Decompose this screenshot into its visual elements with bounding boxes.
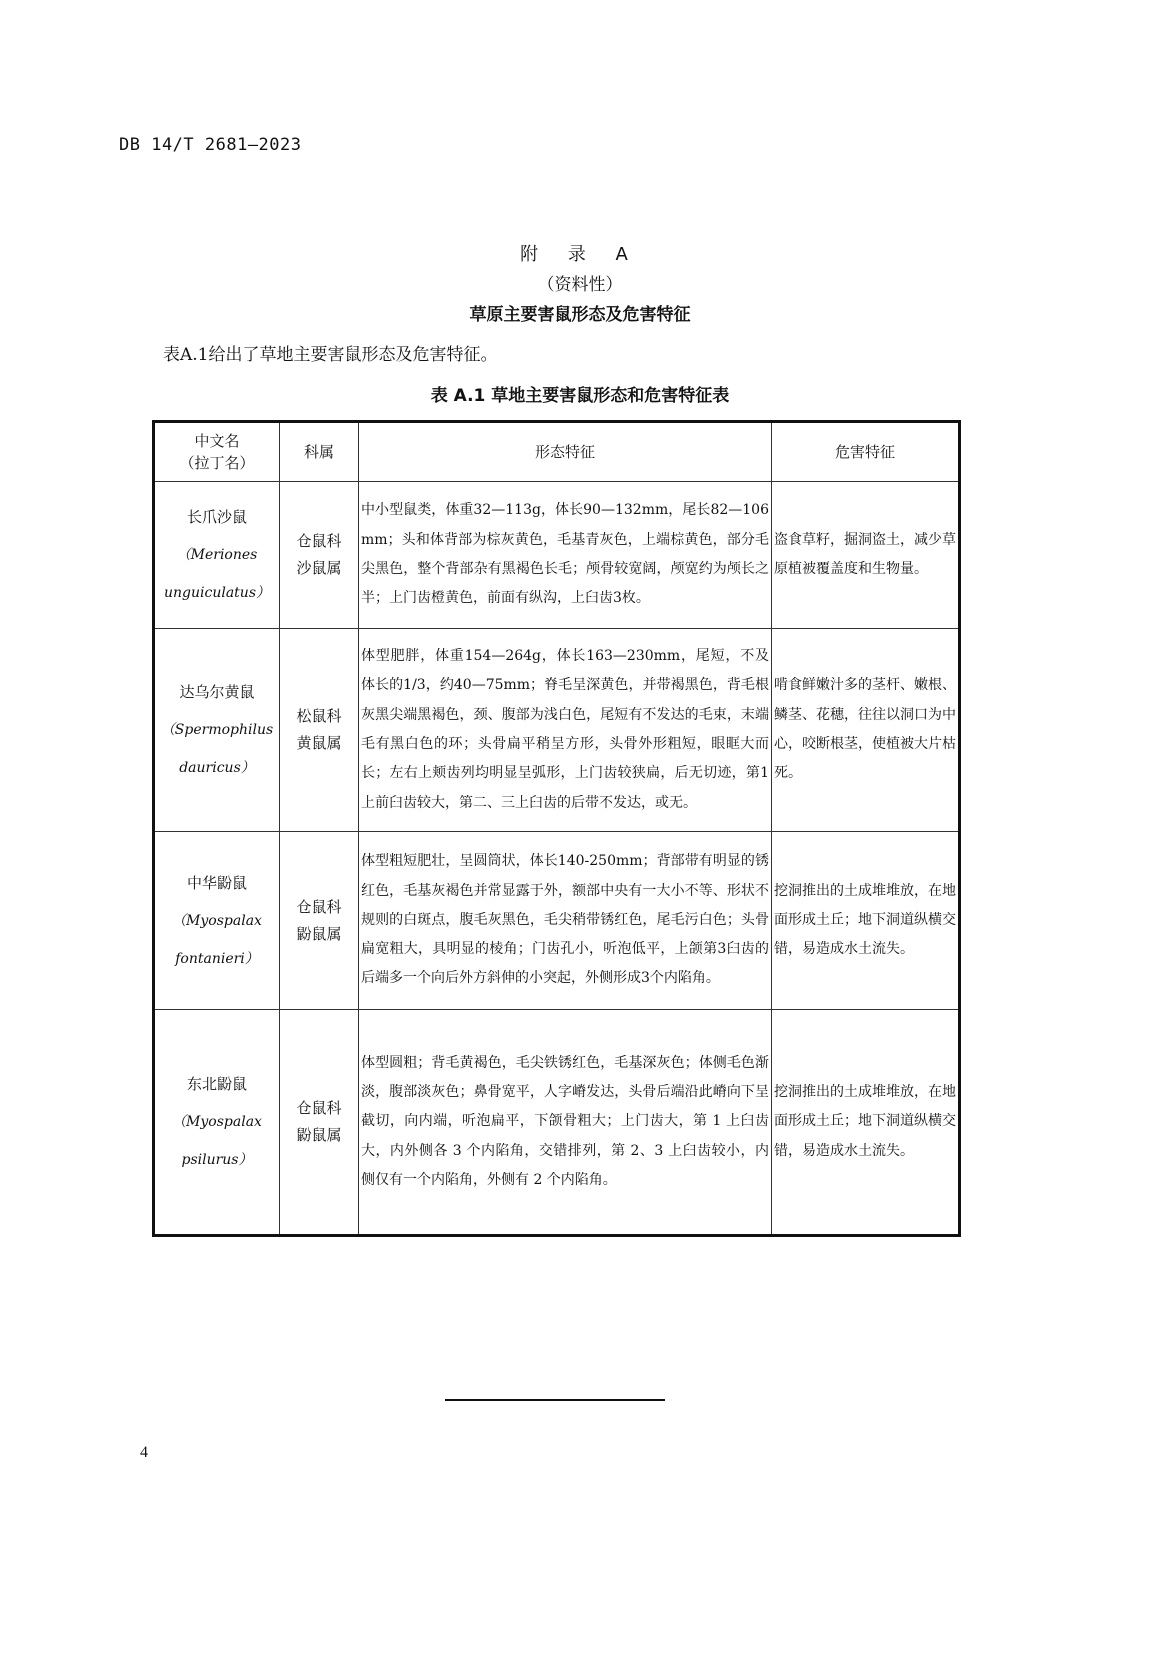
cell-harm: 盗食草籽，掘洞盗土，减少草原植被覆盖度和生物量。	[772, 482, 960, 629]
cell-family	[280, 832, 359, 1010]
footer-rule	[445, 1399, 665, 1401]
latin-name-2: psilurus）	[181, 1152, 253, 1168]
cell-morphology: 中小型鼠类，体重32—113g，体长90—132mm，尾长82—106 mm；头和体背部为棕灰黄色，毛基青灰色，上端棕黄色，部分毛尖黑色，整个背部杂有黑褐色长毛；颅骨较宽阔，颅宽约为颅长之半；上门齿橙黄色，前面有纵沟，上臼齿3枚。	[359, 482, 772, 629]
header-name-cn: 中文名	[194, 432, 240, 450]
cell-harm: 啃食鲜嫩汁多的茎杆、嫩根、鳞茎、花穗，往往以洞口为中心，咬断根茎，使植被大片枯死。	[772, 629, 960, 832]
table-row	[154, 629, 960, 832]
cell-harm: 挖洞推出的土成堆堆放，在地面形成土丘；地下洞道纵横交错，易造成水土流失。	[772, 832, 960, 1010]
table-row	[154, 1010, 960, 1236]
family-name: 仓鼠科	[296, 897, 342, 916]
cell-family	[280, 629, 359, 832]
table-header-row	[154, 422, 960, 482]
appendix-subtitle: （资料性）	[537, 275, 623, 295]
page-number: 4	[140, 1444, 148, 1461]
cell-name	[154, 482, 280, 629]
appendix-title: 附 录 A	[520, 244, 640, 265]
latin-name-1: （Spermophilus	[160, 722, 274, 738]
latin-name-2: dauricus）	[179, 760, 255, 776]
header-name-latin: （拉丁名）	[179, 454, 255, 472]
genus-name: 鼢鼠属	[296, 1126, 342, 1144]
cell-morphology: 体型肥胖，体重154—264g，体长163—230mm，尾短，不及体长的1/3，约40—75mm；脊毛呈深黄色，并带褐黑色，背毛根灰黑尖端黑褐色，颈、腹部为浅白色，尾短有不发达的毛束，末端毛有黑白色的环；头骨扁平稍呈方形，头骨外形粗短，眼眶大而长；左右上颊齿列均明显呈弧形，上门齿较狭扁，后无切迹，第1上前臼齿较大，第二、三上臼齿的后带不发达，或无。	[359, 629, 772, 832]
cell-morphology: 体型圆粗；背毛黄褐色，毛尖铁锈红色，毛基深灰色；体侧毛色渐淡，腹部淡灰色；鼻骨宽平，人字嵴发达，头骨后端沿此嵴向下呈截切，向内端，听泡扁平，下颌骨粗大；上门齿大，第 1 上臼齿大，内外侧各 3 个内陷角，交错排列，第 2、3 上臼齿较小，内侧仅有一个内陷角，外侧有 2 个内陷角。	[359, 1010, 772, 1236]
genus-name: 沙鼠属	[296, 559, 342, 577]
cell-name	[154, 1010, 280, 1236]
cell-harm: 挖洞推出的土成堆堆放，在地面形成土丘；地下洞道纵横交错，易造成水土流失。	[772, 1010, 960, 1236]
rodent-table	[152, 420, 961, 1237]
cell-name	[154, 832, 280, 1010]
species-name: 达乌尔黄鼠	[179, 683, 255, 701]
latin-name-1: （Myospalax	[172, 1114, 262, 1130]
species-name: 长爪沙鼠	[186, 508, 247, 526]
table-row	[154, 832, 960, 1010]
genus-name: 黄鼠属	[296, 734, 342, 752]
header-name	[154, 422, 280, 482]
appendix-heading: 草原主要害鼠形态及危害特征	[469, 305, 691, 325]
family-name: 仓鼠科	[296, 532, 342, 550]
species-name: 中华鼢鼠	[186, 873, 247, 892]
cell-morphology: 体型粗短肥壮，呈圆筒状，体长140-250mm；背部带有明显的锈红色，毛基灰褐色并常显露于外，额部中央有一大小不等、形状不规则的白斑点，腹毛灰黑色，毛尖稍带锈红色，尾毛污白色；头骨扁宽粗大，具明显的棱角；门齿孔小，听泡低平，上颌第3臼齿的后端多一个向后外方斜伸的小突起，外侧形成3个内陷角。	[359, 832, 772, 1010]
table-title: 表 A.1 草地主要害鼠形态和危害特征表	[430, 386, 730, 406]
genus-name: 鼢鼠属	[296, 924, 342, 943]
table-row	[154, 482, 960, 629]
header-morphology: 形态特征	[359, 422, 772, 482]
family-name: 松鼠科	[296, 707, 342, 725]
species-name: 东北鼢鼠	[186, 1075, 247, 1093]
header-harm: 危害特征	[772, 422, 960, 482]
header-family: 科属	[280, 422, 359, 482]
cell-name	[154, 629, 280, 832]
latin-name-2: fontanieri）	[175, 950, 259, 967]
family-name: 仓鼠科	[296, 1099, 342, 1117]
latin-name-1: （Myospalax	[172, 912, 262, 929]
document-code: DB 14/T 2681—2023	[119, 135, 302, 155]
latin-name-1: （Meriones	[176, 547, 258, 563]
cell-family	[280, 482, 359, 629]
intro-paragraph: 表A.1给出了草地主要害鼠形态及危害特征。	[163, 345, 498, 365]
latin-name-2: unguiculatus）	[164, 585, 270, 601]
cell-family	[280, 1010, 359, 1236]
